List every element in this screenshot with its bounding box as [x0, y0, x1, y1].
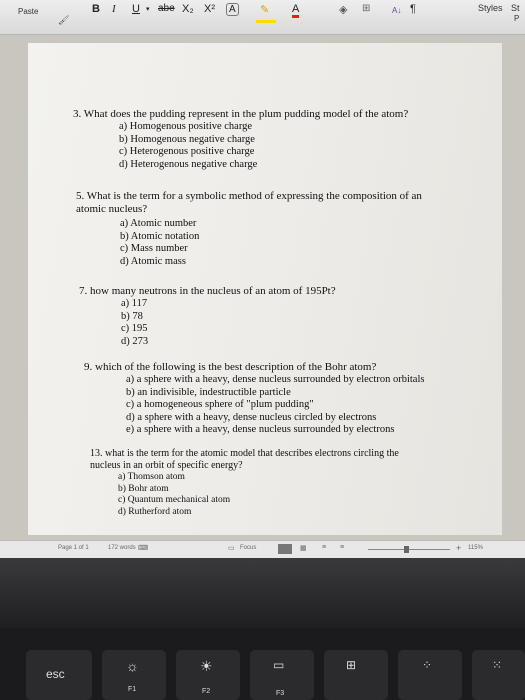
option: d) a sphere with a heavy, dense nucleus circled by electrons — [126, 411, 377, 423]
italic-button[interactable]: I — [112, 3, 116, 15]
focus-button[interactable]: Focus — [240, 545, 257, 551]
zoom-slider[interactable] — [368, 549, 450, 550]
question-text: 5. What is the term for a symbolic method of expressing the composition of an — [76, 190, 422, 202]
word-count[interactable]: 172 words — [108, 545, 136, 551]
question-5 — [76, 190, 422, 268]
styles-pane-button[interactable]: St — [511, 3, 520, 13]
option: c) Mass number — [120, 243, 188, 255]
option: b) Atomic notation — [120, 230, 200, 242]
question-text: 13. what is the term for the atomic model that describes electrons circling the — [90, 448, 399, 459]
strikethrough-button[interactable]: abe — [158, 3, 175, 14]
focus-icon[interactable]: ▭ — [228, 545, 235, 552]
question-13 — [90, 448, 399, 518]
option: a) 117 — [121, 298, 148, 309]
shading-icon[interactable]: ◈ — [339, 4, 348, 16]
styles-button[interactable]: Styles — [478, 3, 503, 13]
styles-pane-sub-label: P — [514, 14, 520, 23]
esc-key[interactable]: esc — [26, 650, 92, 700]
formatting-toolbar — [0, 0, 525, 35]
superscript-button[interactable]: X² — [204, 3, 215, 15]
option: b) an indivisible, indestructible particle — [126, 386, 291, 398]
question-text-continued: nucleus in an orbit of specific energy? — [90, 460, 243, 471]
laptop-bezel — [0, 558, 525, 628]
option: a) Thomson atom — [118, 472, 185, 482]
brightness-down-icon: ☼ — [126, 658, 139, 674]
f1-key[interactable]: ☼ F1 — [102, 650, 166, 700]
f5-key[interactable] — [398, 650, 462, 700]
document-area — [0, 35, 525, 540]
question-text-continued: atomic nucleus? — [76, 203, 148, 215]
highlight-color-bar — [256, 20, 276, 23]
page-count[interactable]: Page 1 of 1 — [58, 545, 89, 551]
f4-key[interactable] — [324, 650, 388, 700]
f2-key[interactable]: ☀ F2 — [176, 650, 240, 700]
option: c) Quantum mechanical atom — [118, 495, 231, 505]
bold-button[interactable]: B — [92, 3, 100, 15]
text-effects-button[interactable]: A — [226, 3, 239, 16]
option: d) 273 — [121, 335, 149, 347]
chevron-down-icon[interactable]: ▾ — [146, 6, 150, 13]
zoom-level[interactable]: 115% — [468, 545, 483, 551]
option-list — [119, 121, 408, 171]
mission-control-icon: ▭ — [273, 658, 285, 672]
question-text: 9. which of the following is the best description of the Bohr atom? — [84, 361, 377, 373]
underline-button[interactable]: U — [132, 3, 140, 15]
option-list — [120, 218, 422, 268]
status-bar — [0, 540, 525, 559]
document-page[interactable] — [28, 43, 502, 535]
question-3 — [73, 108, 408, 171]
option: d) Atomic mass — [120, 255, 186, 267]
option: b) Homogenous negative charge — [119, 133, 255, 145]
print-layout-icon[interactable] — [278, 544, 292, 554]
f6-key[interactable] — [472, 650, 525, 700]
font-color-button[interactable]: A — [292, 3, 299, 18]
question-text: 7. how many neutrons in the nucleus of an atom of 195Pt? — [79, 285, 336, 297]
keyboard — [0, 628, 525, 700]
option-list — [126, 374, 424, 437]
outline-view-icon[interactable]: ≡ — [322, 544, 327, 551]
option: c) 195 — [121, 323, 148, 335]
proofing-icon[interactable]: ⌨ — [138, 545, 149, 552]
keyboard-light-up-icon: ⁙ — [492, 658, 503, 672]
highlight-icon[interactable]: ✎ — [260, 4, 270, 16]
web-layout-icon[interactable]: ▦ — [300, 545, 307, 552]
option: c) Heterogenous positive charge — [119, 146, 255, 158]
borders-icon[interactable]: ⊞ — [362, 3, 371, 14]
option: a) Homogenous positive charge — [119, 121, 253, 132]
option: d) Heterogenous negative charge — [119, 158, 258, 170]
question-text: 3. What does the pudding represent in the plum pudding model of the atom? — [73, 108, 409, 120]
keyboard-light-down-icon: ⁘ — [422, 658, 433, 672]
zoom-slider-thumb[interactable] — [404, 546, 409, 553]
paste-button[interactable]: Paste — [18, 7, 39, 16]
option: a) Atomic number — [120, 218, 197, 229]
option: c) a homogeneous sphere of "plum pudding" — [126, 399, 314, 411]
paragraph-marks-icon[interactable]: ¶ — [410, 3, 416, 15]
option: a) a sphere with a heavy, dense nucleus surrounded by electron orbitals — [126, 374, 425, 385]
f3-key[interactable]: ▭ F3 — [250, 650, 314, 700]
brightness-up-icon: ☀ — [200, 658, 213, 674]
option-list — [118, 472, 399, 518]
zoom-in-icon[interactable]: + — [456, 543, 462, 553]
option: b) Bohr atom — [118, 483, 169, 494]
option: d) Rutherford atom — [118, 506, 192, 517]
launchpad-icon: ⊞ — [346, 658, 357, 672]
question-7 — [79, 285, 336, 348]
question-9 — [84, 361, 424, 437]
subscript-button[interactable]: X₂ — [182, 3, 194, 15]
format-painter-icon[interactable]: 🖌 — [58, 15, 70, 25]
draft-view-icon[interactable]: ≡ — [340, 544, 345, 551]
sort-icon[interactable]: A↓ — [392, 6, 402, 15]
option-list — [121, 298, 336, 348]
option: b) 78 — [121, 310, 143, 322]
option: e) a sphere with a heavy, dense nucleus surrounded by electrons — [126, 424, 395, 436]
